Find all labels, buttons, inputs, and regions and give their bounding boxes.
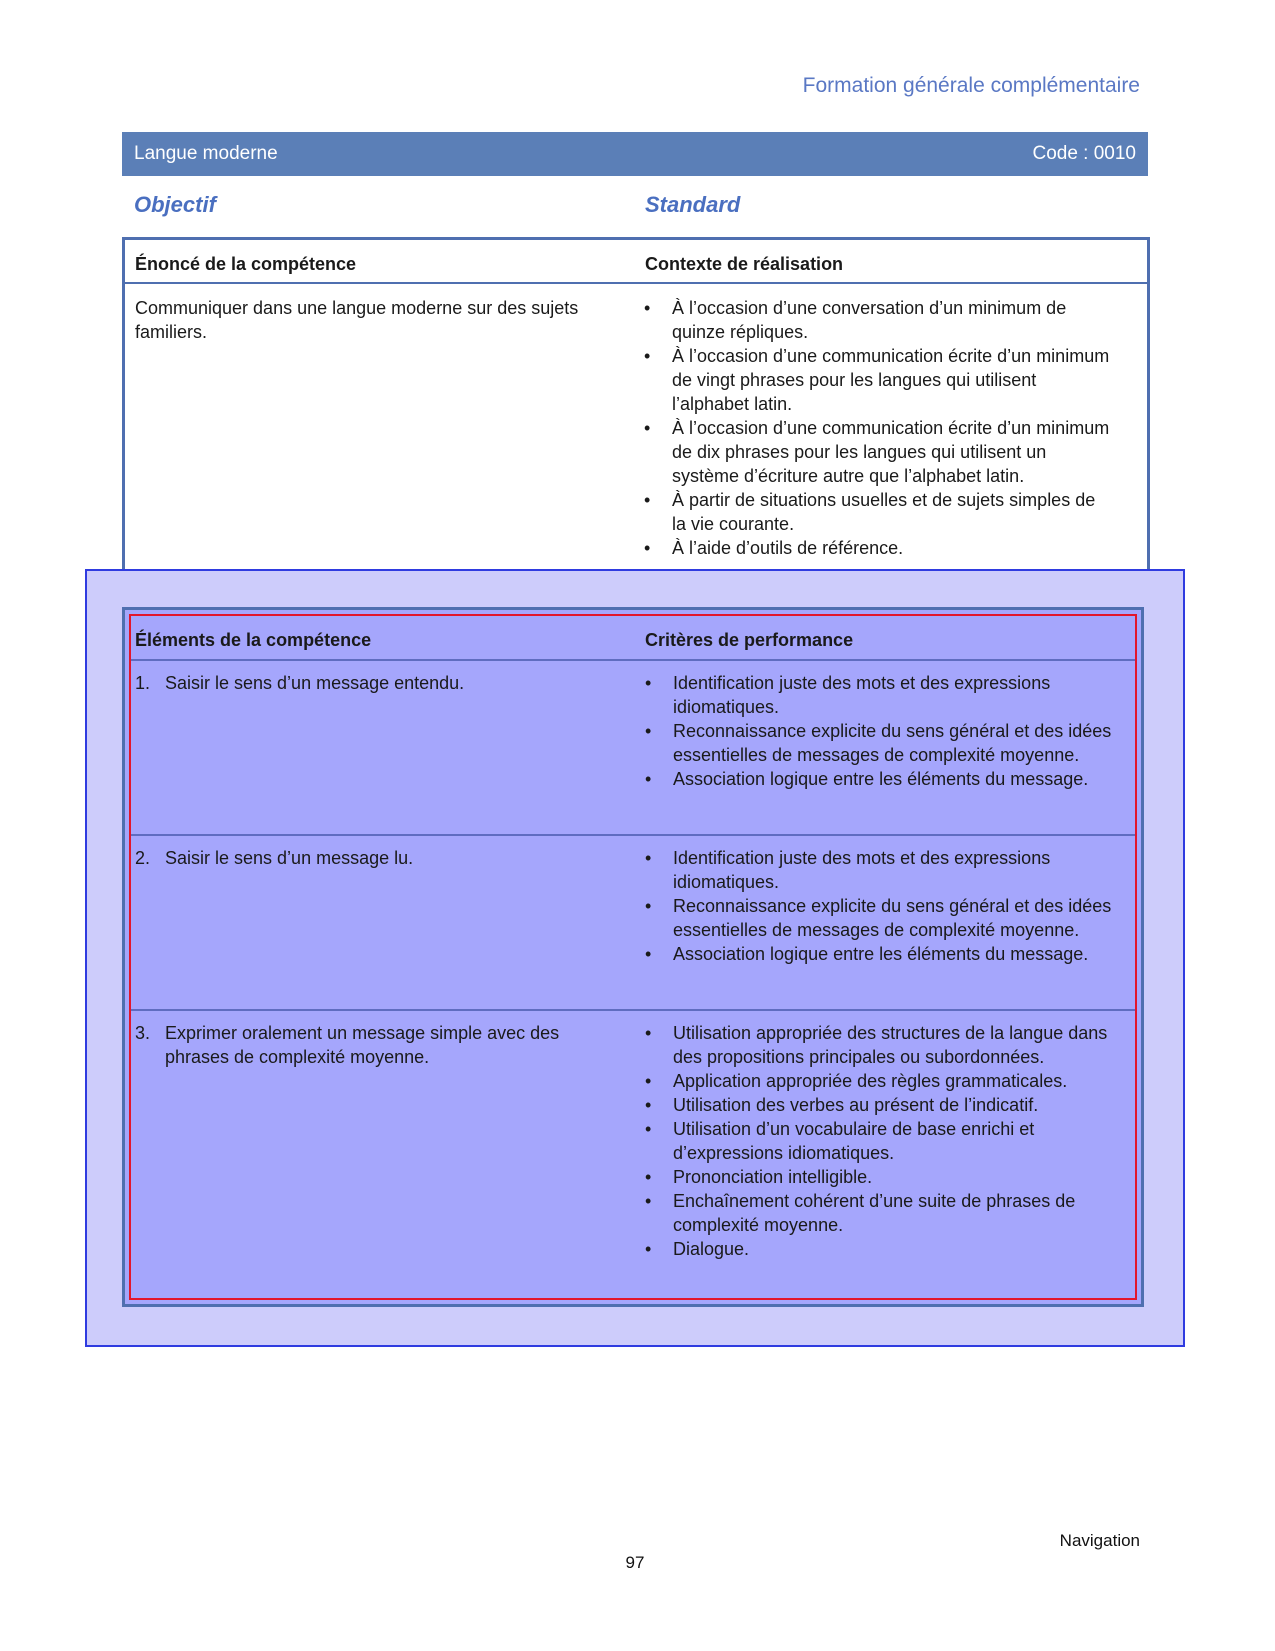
criteria-item: • Identification juste des mots et des expressions idiomatiques. xyxy=(643,846,1113,894)
elements-header: Éléments de la compétence xyxy=(135,630,372,650)
program-title: Formation générale complémentaire xyxy=(802,74,1140,97)
criteria-item: • Dialogue. xyxy=(643,1237,1113,1261)
objectif-label: Objectif xyxy=(134,192,216,217)
row-divider xyxy=(131,834,1135,836)
course-title: Langue moderne xyxy=(134,143,278,164)
criteria-item: • Enchaînement cohérent d’une suite de phrases de complexité moyenne. xyxy=(643,1189,1113,1237)
enonce-text: Communiquer dans une langue moderne sur des sujets familiers. xyxy=(135,298,579,342)
course-bar xyxy=(122,132,1148,176)
contexte-item: • À l’occasion d’une conversation d’un minimum de quinze répliques. xyxy=(642,296,1112,344)
criteria-item: • Prononciation intelligible. xyxy=(643,1165,1113,1189)
criteria-item: • Utilisation d’un vocabulaire de base enrichi et d’expressions idiomatiques. xyxy=(643,1117,1113,1165)
criteria-list xyxy=(643,671,1113,791)
criteria-item: • Application appropriée des règles grammaticales. xyxy=(643,1069,1113,1093)
standard-label: Standard xyxy=(645,192,741,217)
contexte-list xyxy=(642,296,1112,560)
enonce-header: Énoncé de la compétence xyxy=(135,254,357,274)
contexte-item: • À l’occasion d’une communication écrite d’un minimum de vingt phrases pour les langues qui utilisent l’alphabet latin. xyxy=(642,344,1112,416)
criteria-item: • Utilisation appropriée des structures de la langue dans des propositions principales ou subordonnées. xyxy=(643,1021,1113,1069)
criteres-header: Critères de performance xyxy=(645,630,854,650)
criteria-item: • Association logique entre les éléments du message. xyxy=(643,942,1113,966)
element-number: 1. xyxy=(135,673,151,693)
criteria-list xyxy=(643,846,1113,966)
contexte-item: • À partir de situations usuelles et de sujets simples de la vie courante. xyxy=(642,488,1112,536)
contexte-item: • À l’occasion d’une communication écrite d’un minimum de dix phrases pour les langues qui utilisent un système d’écriture autre que l’alphabet latin. xyxy=(642,416,1112,488)
element-number: 3. xyxy=(135,1023,151,1043)
navigation-link[interactable]: Navigation xyxy=(1059,1531,1140,1550)
elements-header-row xyxy=(131,616,1135,661)
criteria-item: • Reconnaissance explicite du sens général et des idées essentielles de messages de complexité moyenne. xyxy=(643,719,1113,767)
criteria-item: • Identification juste des mots et des expressions idiomatiques. xyxy=(643,671,1113,719)
element-number: 2. xyxy=(135,848,151,868)
contexte-item: • À l’aide d’outils de référence. xyxy=(642,536,1112,560)
course-code: Code : 0010 xyxy=(1032,143,1136,164)
elements-table xyxy=(122,607,1144,1307)
element-text: Saisir le sens d’un message lu. xyxy=(165,848,414,868)
row-divider xyxy=(131,1009,1135,1011)
element-text: Exprimer oralement un message simple avec des phrases de complexité moyenne. xyxy=(165,1023,560,1067)
competence-table xyxy=(122,237,1150,595)
criteria-list xyxy=(643,1021,1113,1261)
elements-table-frame xyxy=(129,614,1137,1300)
page-number: 97 xyxy=(625,1553,645,1572)
criteria-item: • Association logique entre les éléments du message. xyxy=(643,767,1113,791)
criteria-item: • Utilisation des verbes au présent de l’indicatif. xyxy=(643,1093,1113,1117)
element-text: Saisir le sens d’un message entendu. xyxy=(165,673,465,693)
competence-header-row xyxy=(125,240,1147,284)
criteria-item: • Reconnaissance explicite du sens général et des idées essentielles de messages de complexité moyenne. xyxy=(643,894,1113,942)
contexte-header: Contexte de réalisation xyxy=(645,254,844,274)
